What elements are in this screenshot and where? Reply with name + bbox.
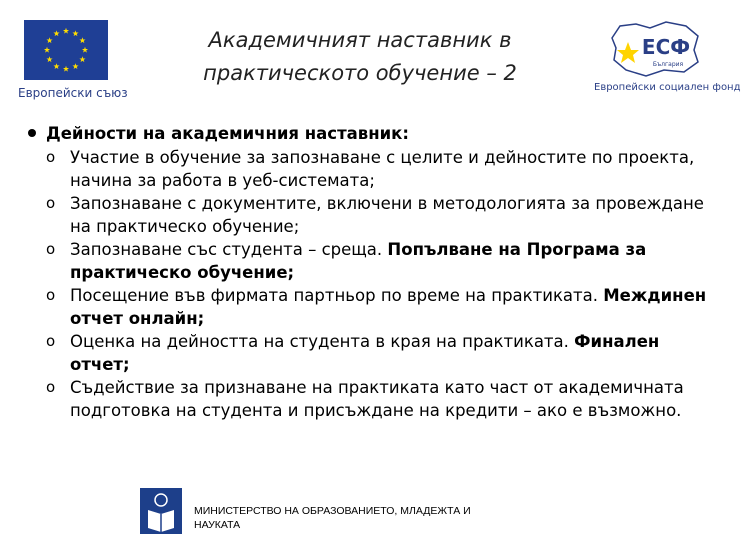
list-item: o Участие в обучение за запознаване с целите и дейностите по проекта, начина за работа в уеб-системата; (46, 148, 695, 190)
activities-heading: Дейности на академичния наставник: (46, 124, 409, 143)
list-item: o Запознаване с документите, включени в методологията за провеждане на практическо обучение; (46, 194, 704, 236)
activities-section (28, 122, 708, 422)
circle-bullet-icon: o (46, 148, 56, 166)
eu-star-icon (53, 63, 59, 69)
circle-bullet-icon: o (46, 378, 56, 396)
circle-bullet-icon: o (46, 240, 56, 258)
eu-label: Европейски съюз (18, 86, 128, 100)
ministry-footer (140, 488, 520, 536)
title-line-2: практическото обучение – 2 (203, 61, 517, 85)
esf-sub: България (652, 61, 684, 68)
eu-star-icon (79, 37, 85, 43)
activities-list (28, 146, 708, 422)
title-line-1: Академичният наставник в (208, 28, 512, 52)
list-item: o Посещение във фирмата партньор по време на практиката. Междинен отчет онлайн; (46, 286, 707, 328)
list-item: o Оценка на дейността на студента в края на практиката. Финален отчет; (46, 332, 660, 374)
ministry-book-icon (140, 488, 182, 534)
eu-star-icon (47, 37, 53, 43)
circle-bullet-icon: o (46, 194, 56, 212)
main-bullet (28, 122, 708, 146)
ministry-name: МИНИСТЕРСТВО НА ОБРАЗОВАНИЕТО, МЛАДЕЖТА И НАУКАТА (194, 505, 471, 531)
bulgaria-map-icon (606, 16, 702, 80)
eu-flag-icon (24, 20, 108, 80)
list-item: o Запознаване със студента – среща. Попълване на Програма за практическо обучение; (46, 240, 647, 282)
circle-bullet-icon: o (46, 286, 56, 304)
esf-abbr: ЕСФ (641, 35, 691, 59)
eu-star-icon (47, 56, 53, 62)
circle-bullet-icon: o (46, 332, 56, 350)
eu-star-icon (63, 28, 69, 34)
bullet-dot-icon (28, 129, 36, 137)
eu-star-icon (72, 63, 78, 69)
eu-star-icon (82, 47, 88, 53)
esf-logo (594, 16, 741, 100)
esf-label: Европейски социален фонд (594, 82, 741, 93)
eu-logo (18, 18, 128, 104)
eu-star-icon (79, 56, 85, 62)
slide-title (160, 24, 560, 90)
eu-star-icon (53, 30, 59, 36)
eu-star-icon (72, 30, 78, 36)
eu-star-icon (63, 66, 69, 72)
list-item: o Съдействие за признаване на практиката като част от академичната подготовка на студента и присъждане на кредити – ако е възможно. (46, 378, 684, 420)
eu-star-icon (44, 47, 50, 53)
